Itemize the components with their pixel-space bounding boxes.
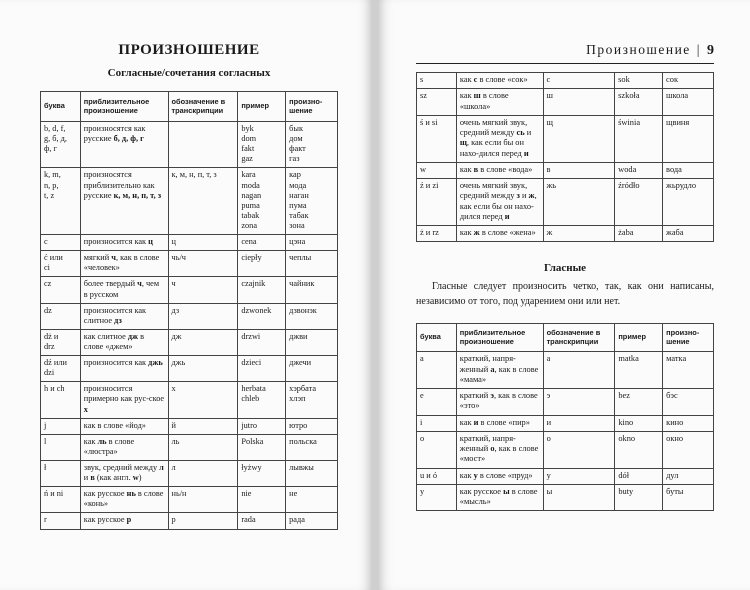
transcription-cell: ц: [168, 235, 238, 251]
reading-cell: окно: [663, 431, 714, 468]
example-cell: byk dom fakt gaz: [238, 122, 286, 168]
table-row: [417, 73, 714, 89]
transcription-cell: о: [543, 431, 615, 468]
pronunciation-cell: как ж в слове «жена»: [456, 226, 543, 242]
pronunciation-cell: произносится как слитное дз: [80, 303, 168, 329]
example-cell: świnia: [615, 115, 663, 162]
letter-cell: s: [417, 73, 457, 89]
pronunciation-cell: как в в слове «вода»: [456, 162, 543, 178]
table-row: [41, 277, 338, 303]
letter-cell: o: [417, 431, 457, 468]
transcription-cell: й: [168, 418, 238, 434]
header-transcription: обозначение в транскрипции: [543, 324, 615, 352]
table-row: [41, 382, 338, 418]
header-reading: произно- шение: [663, 324, 714, 352]
reading-cell: не: [286, 487, 338, 513]
example-cell: dół: [615, 468, 663, 484]
letter-cell: k, m, n, p, t, z: [41, 168, 81, 235]
pronunciation-cell: мягкий ч, как в слове «человек»: [80, 251, 168, 277]
table-row: [41, 418, 338, 434]
reading-cell: джви: [286, 329, 338, 355]
pronunciation-cell: как и в слове «пир»: [456, 415, 543, 431]
reading-cell: жьрудло: [663, 179, 714, 226]
table-row: [41, 168, 338, 235]
reading-cell: чайник: [286, 277, 338, 303]
letter-cell: i: [417, 415, 457, 431]
transcription-cell: у: [543, 468, 615, 484]
example-cell: kara moda nagan puma tabak zona: [238, 168, 286, 235]
letter-cell: c: [41, 235, 81, 251]
letter-cell: dz: [41, 303, 81, 329]
vowel-table: [416, 323, 714, 511]
table-header-row: [417, 324, 714, 352]
running-head-title: Произношение: [586, 42, 691, 57]
transcription-cell: в: [543, 162, 615, 178]
header-letter: буква: [417, 324, 457, 352]
transcription-cell: [168, 122, 238, 168]
vowels-section-title: Гласные: [543, 262, 587, 275]
pronunciation-cell: как у в слове «пруд»: [456, 468, 543, 484]
pronunciation-cell: произносится примерно как рус-ское х: [80, 382, 168, 418]
transcription-cell: дз: [168, 303, 238, 329]
example-cell: buty: [615, 484, 663, 511]
letter-cell: u и ó: [417, 468, 457, 484]
table-row: [417, 415, 714, 431]
reading-cell: чеплы: [286, 251, 338, 277]
reading-cell: щвиня: [663, 115, 714, 162]
consonants-section-title: Согласные/сочетания согласных: [107, 67, 271, 79]
table-row: [417, 89, 714, 116]
letter-cell: w: [417, 162, 457, 178]
pronunciation-cell: очень мягкий звук, средний между сь и щ, как если бы он нахо-дился перед и: [456, 115, 543, 162]
reading-cell: рада: [286, 513, 338, 529]
example-cell: łyżwy: [238, 460, 286, 486]
table-row: [41, 487, 338, 513]
table-row: [41, 460, 338, 486]
example-cell: dzieci: [238, 356, 286, 382]
reading-cell: бык дом факт газ: [286, 122, 338, 168]
pronunciation-cell: произносится как ц: [80, 235, 168, 251]
transcription-cell: л: [168, 460, 238, 486]
example-cell: sok: [615, 73, 663, 89]
header-transcription: обозначение в транскрипции: [168, 92, 238, 122]
transcription-cell: э: [543, 389, 615, 416]
example-cell: żaba: [615, 226, 663, 242]
letter-cell: ć или ci: [41, 251, 81, 277]
reading-cell: польска: [286, 434, 338, 460]
header-pronunciation: приблизительное произношение: [456, 324, 543, 352]
pronunciation-cell: звук, средний между л и в (как англ. w): [80, 460, 168, 486]
example-cell: szkoła: [615, 89, 663, 116]
reading-cell: бэс: [663, 389, 714, 416]
transcription-cell: джь: [168, 356, 238, 382]
header-example: пример: [615, 324, 663, 352]
vowels-paragraph: Гласные следует произносить четко, так, как они написаны, независимо от того, под ударением они или нет.: [416, 281, 714, 307]
letter-cell: h и ch: [41, 382, 81, 418]
right-page-content: [416, 42, 714, 511]
transcription-cell: х: [168, 382, 238, 418]
pronunciation-cell: произносятся как русские б, д, ф, г: [80, 122, 168, 168]
running-head-separator: |: [696, 42, 701, 57]
table-row: [417, 468, 714, 484]
example-cell: cena: [238, 235, 286, 251]
example-cell: ciepły: [238, 251, 286, 277]
pronunciation-cell: как в слове «йод»: [80, 418, 168, 434]
example-cell: matka: [615, 352, 663, 389]
table-header-row: [41, 92, 338, 122]
letter-cell: dź или dzi: [41, 356, 81, 382]
pronunciation-cell: более твердый ч, чем в русском: [80, 277, 168, 303]
consonant-table-continued: [416, 72, 714, 242]
table-row: [41, 434, 338, 460]
example-cell: bez: [615, 389, 663, 416]
consonant-table: [40, 91, 338, 530]
example-cell: herbata chleb: [238, 382, 286, 418]
reading-cell: ютро: [286, 418, 338, 434]
table-row: [417, 484, 714, 511]
table-row: [41, 356, 338, 382]
pronunciation-cell: как слитное дж в слове «джем»: [80, 329, 168, 355]
transcription-cell: нь/н: [168, 487, 238, 513]
table-row: [417, 179, 714, 226]
pronunciation-cell: произносится как джь: [80, 356, 168, 382]
table-row: [417, 431, 714, 468]
example-cell: czajnik: [238, 277, 286, 303]
reading-cell: кар мода наган пума табак зона: [286, 168, 338, 235]
reading-cell: жаба: [663, 226, 714, 242]
table-row: [41, 303, 338, 329]
table-row: [417, 352, 714, 389]
table-row: [41, 122, 338, 168]
table-row: [417, 226, 714, 242]
example-cell: jutro: [238, 418, 286, 434]
right-page: [378, 0, 750, 590]
pronunciation-cell: как ль в слове «люстра»: [80, 434, 168, 460]
letter-cell: b, d, f, g, б, д, ф, г: [41, 122, 81, 168]
pronunciation-cell: как с в слове «сок»: [456, 73, 543, 89]
reading-cell: дул: [663, 468, 714, 484]
example-cell: rada: [238, 513, 286, 529]
transcription-cell: ш: [543, 89, 615, 116]
table-row: [41, 251, 338, 277]
letter-cell: cz: [41, 277, 81, 303]
letter-cell: sz: [417, 89, 457, 116]
example-cell: woda: [615, 162, 663, 178]
transcription-cell: и: [543, 415, 615, 431]
transcription-cell: щ: [543, 115, 615, 162]
table-row: [417, 115, 714, 162]
transcription-cell: р: [168, 513, 238, 529]
transcription-cell: чь/ч: [168, 251, 238, 277]
example-cell: źródło: [615, 179, 663, 226]
reading-cell: буты: [663, 484, 714, 511]
transcription-cell: ч: [168, 277, 238, 303]
reading-cell: джечи: [286, 356, 338, 382]
reading-cell: кино: [663, 415, 714, 431]
page-title: ПРОИЗНОШЕНИЕ: [118, 42, 260, 58]
pronunciation-cell: как русское р: [80, 513, 168, 529]
pronunciation-cell: краткий э, как в слове «это»: [456, 389, 543, 416]
letter-cell: ś и si: [417, 115, 457, 162]
example-cell: drzwi: [238, 329, 286, 355]
table-row: [41, 235, 338, 251]
pronunciation-cell: краткий, напря-женный а, как в слове «мама»: [456, 352, 543, 389]
pronunciation-cell: как русское ы в слове «мысль»: [456, 484, 543, 511]
transcription-cell: дж: [168, 329, 238, 355]
transcription-cell: жь: [543, 179, 615, 226]
transcription-cell: ы: [543, 484, 615, 511]
reading-cell: сок: [663, 73, 714, 89]
running-head: [416, 42, 714, 64]
transcription-cell: ль: [168, 434, 238, 460]
reading-cell: дзвонэк: [286, 303, 338, 329]
reading-cell: вода: [663, 162, 714, 178]
example-cell: nie: [238, 487, 286, 513]
transcription-cell: а: [543, 352, 615, 389]
left-page-content: [40, 42, 338, 530]
table-row: [417, 389, 714, 416]
example-cell: okno: [615, 431, 663, 468]
example-cell: dzwonek: [238, 303, 286, 329]
table-row: [417, 162, 714, 178]
table-row: [41, 513, 338, 529]
letter-cell: ż и rz: [417, 226, 457, 242]
header-pronunciation: приблизительное произношение: [80, 92, 168, 122]
transcription-cell: к, м, н, п, т, з: [168, 168, 238, 235]
letter-cell: l: [41, 434, 81, 460]
left-page: [0, 0, 372, 590]
letter-cell: dż и drz: [41, 329, 81, 355]
letter-cell: ł: [41, 460, 81, 486]
page-number: 9: [707, 43, 714, 58]
reading-cell: цэна: [286, 235, 338, 251]
letter-cell: j: [41, 418, 81, 434]
reading-cell: школа: [663, 89, 714, 116]
letter-cell: e: [417, 389, 457, 416]
transcription-cell: ж: [543, 226, 615, 242]
example-cell: kino: [615, 415, 663, 431]
letter-cell: a: [417, 352, 457, 389]
pronunciation-cell: краткий, напря-женный о, как в слове «мост»: [456, 431, 543, 468]
header-reading: произно- шение: [286, 92, 338, 122]
pronunciation-cell: как русское нь в слове «конь»: [80, 487, 168, 513]
letter-cell: ń и ni: [41, 487, 81, 513]
letter-cell: r: [41, 513, 81, 529]
transcription-cell: с: [543, 73, 615, 89]
letter-cell: ź и zi: [417, 179, 457, 226]
pronunciation-cell: произносятся приблизительно как русские к, м, н, п, т, з: [80, 168, 168, 235]
reading-cell: лывжы: [286, 460, 338, 486]
example-cell: Polska: [238, 434, 286, 460]
pronunciation-cell: как ш в слове «школа»: [456, 89, 543, 116]
header-letter: буква: [41, 92, 81, 122]
reading-cell: хэрбата хлэп: [286, 382, 338, 418]
table-row: [41, 329, 338, 355]
reading-cell: матка: [663, 352, 714, 389]
pronunciation-cell: очень мягкий звук, средний между з и ж, как если бы он нахо-дился перед и: [456, 179, 543, 226]
header-example: пример: [238, 92, 286, 122]
letter-cell: y: [417, 484, 457, 511]
